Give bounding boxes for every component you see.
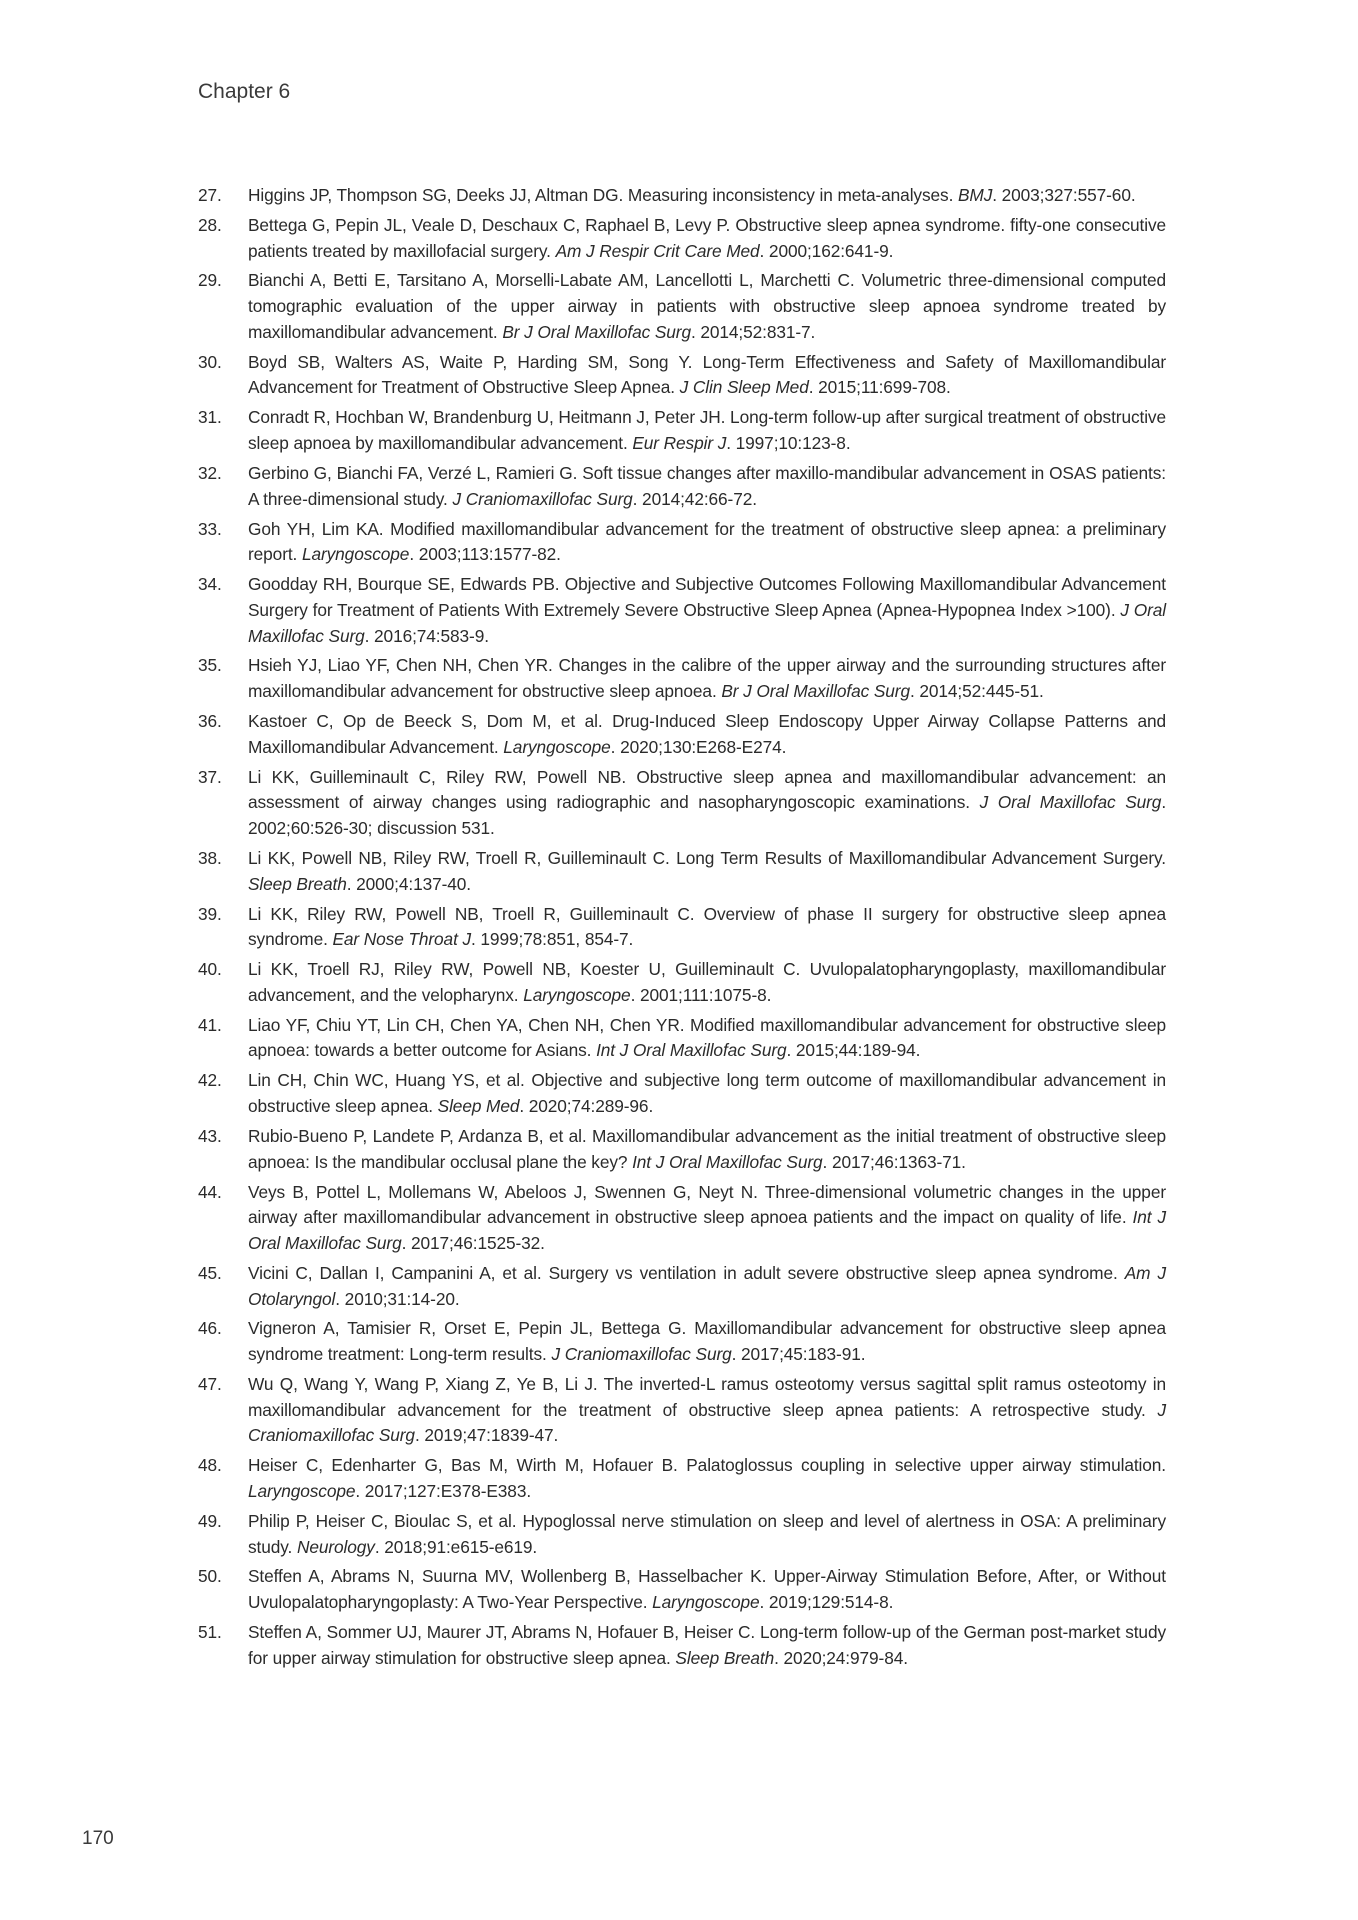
reference-journal: J Oral Maxillofac Surg <box>248 599 1166 646</box>
reference-citation: . 2010;31:14-20. <box>335 1288 460 1309</box>
reference-number: 51. <box>198 1622 222 1643</box>
reference-item <box>198 1124 1166 1175</box>
reference-citation: . 2017;45:183-91. <box>731 1344 866 1365</box>
reference-citation: . 2014;52:445-51. <box>909 681 1044 702</box>
reference-journal: Laryngoscope <box>301 544 410 565</box>
reference-number: 42. <box>198 1070 222 1091</box>
reference-item <box>198 846 1166 897</box>
reference-item <box>198 1180 1166 1257</box>
page-number: 170 <box>82 1828 114 1849</box>
reference-number: 41. <box>198 1014 222 1035</box>
reference-citation: . 2015;11:699-708. <box>808 377 951 398</box>
reference-text: Li KK, Powell NB, Riley RW, Troell R, Guilleminault C. Long Term Results of Maxillomandibular Advancement Surgery. <box>248 847 1166 868</box>
reference-item <box>198 1509 1166 1560</box>
reference-item <box>198 1316 1166 1367</box>
reference-journal: Neurology <box>296 1536 375 1557</box>
reference-citation: . 2017;46:1363-71. <box>822 1151 966 1172</box>
reference-journal: Int J Oral Maxillofac Surg <box>632 1151 823 1172</box>
reference-journal: Sleep Breath <box>675 1647 775 1668</box>
reference-number: 37. <box>198 766 222 787</box>
reference-journal: J Oral Maxillofac Surg <box>979 792 1162 813</box>
reference-journal: Eur Respir J <box>632 433 727 454</box>
reference-text: Rubio-Bueno P, Landete P, Ardanza B, et al. Maxillomandibular advancement as the initial treatment of obstructive sleep apnoea: Is the mandibular occlusal plane the key? <box>248 1125 1166 1172</box>
reference-citation: . 2003;113:1577-82. <box>409 544 561 565</box>
reference-item <box>198 405 1166 456</box>
reference-item <box>198 268 1166 345</box>
reference-number: 40. <box>198 959 222 980</box>
reference-text: Vicini C, Dallan I, Campanini A, et al. Surgery vs ventilation in adult severe obstructive sleep apnea syndrome. <box>248 1262 1125 1283</box>
reference-text: Li KK, Troell RJ, Riley RW, Powell NB, Koester U, Guilleminault C. Uvulopalatopharyngoplasty, maxillomandibular advancement, and the velopharynx. <box>248 959 1166 1005</box>
reference-citation: . 2001;111:1075-8. <box>630 984 772 1005</box>
reference-text: Bettega G, Pepin JL, Veale D, Deschaux C, Raphael B, Levy P. Obstructive sleep apnea syndrome. fifty-one consecutive patients treated by maxillofacial surgery. <box>248 214 1166 261</box>
reference-text: Liao YF, Chiu YT, Lin CH, Chen YA, Chen NH, Chen YR. Modified maxillomandibular advancement for obstructive sleep apnoea: towards a better outcome for Asians. <box>248 1014 1166 1061</box>
reference-citation: . 2017;127:E378-E383. <box>355 1480 532 1501</box>
reference-journal: Br J Oral Maxillofac Surg <box>502 321 691 342</box>
reference-journal: Sleep Breath <box>248 873 347 894</box>
reference-item <box>198 461 1166 512</box>
reference-list <box>198 183 1166 1676</box>
reference-citation: . 2014;42:66-72. <box>632 488 757 509</box>
reference-journal: J Craniomaxillofac Surg <box>452 488 633 509</box>
reference-text: Gerbino G, Bianchi FA, Verzé L, Ramieri G. Soft tissue changes after maxillo-mandibular advancement in OSAS patients: A three-dimensional study. <box>248 462 1166 509</box>
reference-citation: . 1999;78:851, 854-7. <box>471 929 634 950</box>
reference-number: 33. <box>198 518 222 539</box>
reference-item <box>198 902 1166 953</box>
reference-text: Goh YH, Lim KA. Modified maxillomandibular advancement for the treatment of obstructive sleep apnea: a preliminary report. <box>248 518 1166 565</box>
reference-text: Li KK, Guilleminault C, Riley RW, Powell NB. Obstructive sleep apnea and maxillomandibular advancement: an assessment of airway changes using radiographic and nasopharyngoscopic examinations. <box>248 766 1166 813</box>
reference-number: 32. <box>198 462 222 483</box>
reference-number: 44. <box>198 1181 222 1202</box>
reference-item <box>198 1261 1166 1312</box>
reference-number: 29. <box>198 270 222 291</box>
reference-number: 50. <box>198 1566 222 1587</box>
reference-journal: Am J Otolaryngol <box>248 1262 1167 1309</box>
reference-item <box>198 350 1166 401</box>
reference-citation: . 2002;60:526-30; discussion 531. <box>248 792 1167 839</box>
reference-journal: Ear Nose Throat J <box>332 929 472 950</box>
reference-number: 48. <box>198 1455 222 1476</box>
reference-text: Vigneron A, Tamisier R, Orset E, Pepin JL, Bettega G. Maxillomandibular advancement for obstructive sleep apnea syndrome treatment: Long-term results. <box>248 1318 1166 1365</box>
reference-journal: Laryngoscope <box>248 1480 356 1501</box>
reference-number: 43. <box>198 1125 222 1146</box>
reference-citation: . 2020;24:979-84. <box>774 1647 908 1668</box>
reference-citation: . 2016;74:583-9. <box>364 625 489 646</box>
reference-item <box>198 1372 1166 1449</box>
reference-citation: . 2015;44:189-94. <box>786 1040 921 1061</box>
reference-number: 27. <box>198 185 222 205</box>
reference-text: Higgins JP, Thompson SG, Deeks JJ, Altman DG. Measuring inconsistency in meta-analyses. <box>248 185 958 205</box>
reference-number: 36. <box>198 711 222 732</box>
reference-journal: J Craniomaxillofac Surg <box>551 1344 732 1365</box>
reference-number: 47. <box>198 1373 222 1394</box>
reference-text: Boyd SB, Walters AS, Waite P, Harding SM, Song Y. Long-Term Effectiveness and Safety of Maxillomandibular Advancement for Treatment of Obstructive Sleep Apnea. <box>248 351 1166 398</box>
reference-item <box>198 765 1166 842</box>
reference-item <box>198 572 1166 649</box>
reference-number: 49. <box>198 1510 222 1531</box>
reference-item <box>198 1453 1166 1504</box>
running-head-chapter: Chapter 6 <box>198 80 291 103</box>
reference-journal: Int J Oral Maxillofac Surg <box>248 1207 1166 1253</box>
reference-journal: Sleep Med <box>437 1096 520 1117</box>
reference-citation: . 2020;130:E268-E274. <box>610 736 787 757</box>
reference-text: Kastoer C, Op de Beeck S, Dom M, et al. Drug-Induced Sleep Endoscopy Upper Airway Collapse Patterns and Maxillomandibular Advancement. <box>248 711 1166 757</box>
reference-text: Philip P, Heiser C, Bioulac S, et al. Hypoglossal nerve stimulation on sleep and level of alertness in OSA: A preliminary study. <box>248 1510 1166 1557</box>
reference-citation: . 2000;4:137-40. <box>346 873 471 894</box>
reference-text: Hsieh YJ, Liao YF, Chen NH, Chen YR. Changes in the calibre of the upper airway and the surrounding structures after maxillomandibular advancement for obstructive sleep apnoea. <box>248 655 1166 702</box>
reference-number: 30. <box>198 351 222 372</box>
reference-number: 35. <box>198 655 222 676</box>
reference-journal: Br J Oral Maxillofac Surg <box>721 681 910 702</box>
reference-text: Li KK, Riley RW, Powell NB, Troell R, Guilleminault C. Overview of phase II surgery for obstructive sleep apnea syndrome. <box>248 903 1166 950</box>
reference-item <box>198 517 1166 568</box>
reference-journal: Am J Respir Crit Care Med <box>555 240 760 261</box>
reference-text: Bianchi A, Betti E, Tarsitano A, Morselli-Labate AM, Lancellotti L, Marchetti C. Volumetric three-dimensional computed tomographic evaluation of the upper airway in patients with obstructive sleep apnoea syndrome treated by maxillomandibular advancement. <box>248 270 1166 342</box>
reference-citation: . 1997;10:123-8. <box>726 433 851 454</box>
reference-text: Wu Q, Wang Y, Wang P, Xiang Z, Ye B, Li J. The inverted-L ramus osteotomy versus sagittal split ramus osteotomy in maxillomandibular advancement for the treatment of obstructive sleep apnea patients: A retrospective study. <box>248 1373 1166 1420</box>
reference-citation: . 2003;327:557-60. <box>992 185 1136 205</box>
reference-journal: Laryngoscope <box>652 1592 760 1613</box>
reference-item <box>198 1068 1166 1119</box>
reference-item <box>198 183 1166 209</box>
reference-journal: Laryngoscope <box>503 736 611 757</box>
reference-citation: . 2018;91:e615-e619. <box>374 1536 538 1557</box>
reference-journal: Laryngoscope <box>523 984 631 1005</box>
reference-number: 38. <box>198 847 222 868</box>
reference-citation: . 2017;46:1525-32. <box>401 1232 545 1253</box>
reference-item <box>198 709 1166 760</box>
reference-journal: J Craniomaxillofac Surg <box>248 1399 1166 1446</box>
reference-citation: . 2019;47:1839-47. <box>414 1425 559 1446</box>
reference-number: 31. <box>198 407 222 428</box>
reference-text: Heiser C, Edenharter G, Bas M, Wirth M, Hofauer B. Palatoglossus coupling in selective upper airway stimulation. <box>248 1455 1166 1476</box>
reference-item <box>198 213 1166 264</box>
reference-citation: . 2020;74:289-96. <box>519 1096 654 1117</box>
reference-journal: Int J Oral Maxillofac Surg <box>596 1040 787 1061</box>
reference-journal: BMJ <box>957 185 993 205</box>
reference-number: 45. <box>198 1262 222 1283</box>
reference-text: Lin CH, Chin WC, Huang YS, et al. Objective and subjective long term outcome of maxillomandibular advancement in obstructive sleep apnea. <box>248 1070 1166 1117</box>
reference-item <box>198 1620 1166 1671</box>
reference-journal: J Clin Sleep Med <box>679 377 809 398</box>
reference-number: 46. <box>198 1318 222 1339</box>
reference-number: 28. <box>198 214 222 235</box>
reference-item <box>198 1013 1166 1064</box>
reference-item <box>198 653 1166 704</box>
reference-citation: . 2019;129:514-8. <box>759 1592 894 1613</box>
reference-number: 39. <box>198 903 222 924</box>
reference-text: Conradt R, Hochban W, Brandenburg U, Heitmann J, Peter JH. Long-term follow-up after surgical treatment of obstructive sleep apnoea by maxillomandibular advancement. <box>248 407 1166 454</box>
reference-item <box>198 957 1166 1008</box>
reference-citation: . 2014;52:831-7. <box>690 321 816 342</box>
reference-text: Steffen A, Sommer UJ, Maurer JT, Abrams N, Hofauer B, Heiser C. Long-term follow-up of the German post-market study for upper airway stimulation for obstructive sleep apnea. <box>248 1622 1166 1668</box>
reference-citation: . 2000;162:641-9. <box>759 240 894 261</box>
reference-number: 34. <box>198 574 222 595</box>
reference-text: Steffen A, Abrams N, Suurna MV, Wollenberg B, Hasselbacher K. Upper-Airway Stimulation Before, After, or Without Uvulopalatopharyngoplasty: A Two-Year Perspective. <box>248 1566 1166 1613</box>
reference-item <box>198 1564 1166 1615</box>
reference-text: Veys B, Pottel L, Mollemans W, Abeloos J, Swennen G, Neyt N. Three-dimensional volumetric changes in the upper airway after maxillomandibular advancement in obstructive sleep apnoea patients and the impact on quality of life. <box>248 1181 1166 1228</box>
reference-text: Goodday RH, Bourque SE, Edwards PB. Objective and Subjective Outcomes Following Maxillomandibular Advancement Surgery for Treatment of Patients With Extremely Severe Obstructive Sleep Apnea (Apnea-Hypopnea Index >100). <box>248 574 1166 620</box>
